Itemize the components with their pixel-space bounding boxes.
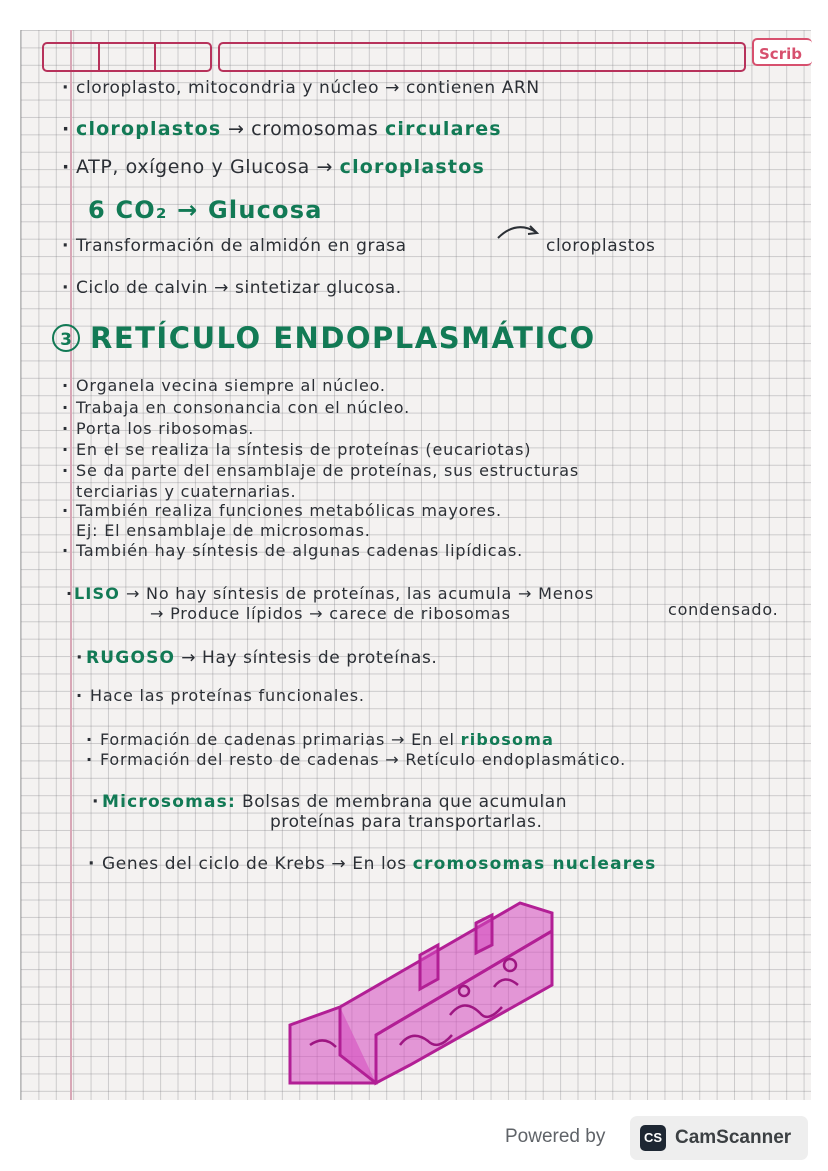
continuation-line: terciarias y cuaternarias. <box>76 482 297 501</box>
microsomas-line: · Microsomas: Bolsas de membrana que acumulan <box>92 792 568 812</box>
microsomas-line-2: proteínas para transportarlas. <box>270 812 543 832</box>
cloroplastos-note: cloroplastos <box>546 236 656 256</box>
bullet-line: · Formación del resto de cadenas → Retículo endoplasmático. <box>86 750 626 769</box>
title-box <box>218 42 746 72</box>
bullet-line: · Transformación de almidón en grasa <box>62 236 407 256</box>
example-line: Ej: El ensamblaje de microsomas. <box>76 521 371 540</box>
bullet-line: · Organela vecina siempre al núcleo. <box>62 376 386 395</box>
bullet-line: · Trabaja en consonancia con el núcleo. <box>62 398 410 417</box>
bullet-line: · Hace las proteínas funcionales. <box>76 686 365 705</box>
bullet-line: · También realiza funciones metabólicas mayores. <box>62 501 502 520</box>
section-title: RETÍCULO ENDOPLASMÁTICO <box>90 321 596 355</box>
camscanner-name: CamScanner <box>675 1127 792 1148</box>
liso-line-2b: condensado. <box>668 600 779 619</box>
rugoso-line: · RUGOSO → Hay síntesis de proteínas. <box>76 648 438 668</box>
section-heading <box>52 318 596 358</box>
section-number: 3 <box>52 324 80 352</box>
margin-line <box>70 30 72 1100</box>
bullet-line: · cloroplastos → cromosomas circulares <box>62 118 502 140</box>
er-sketch-illustration <box>280 895 590 1090</box>
formula-line: 6 CO₂ → Glucosa <box>88 196 323 224</box>
notebook-brand: Scrib <box>752 38 812 66</box>
curved-arrow-icon <box>494 220 544 242</box>
powered-by-label: Powered by <box>505 1126 606 1147</box>
bullet-line: · En el se realiza la síntesis de proteínas (eucariotas) <box>62 440 532 459</box>
camscanner-logo-icon: CS <box>640 1125 666 1151</box>
bullet-line: · ATP, oxígeno y Glucosa → cloroplastos <box>62 156 485 178</box>
bullet-line: · cloroplasto, mitocondria y núcleo → contienen ARN <box>62 78 540 98</box>
bullet-line: · Porta los ribosomas. <box>62 419 255 438</box>
bullet-line: · También hay síntesis de algunas cadenas lipídicas. <box>62 541 524 560</box>
bullet-line: · Genes del ciclo de Krebs → En los cromosomas nucleares <box>88 854 657 874</box>
bullet-line: · Se da parte del ensamblaje de proteínas, sus estructuras <box>62 461 579 480</box>
camscanner-badge[interactable] <box>630 1116 808 1160</box>
liso-line-2: → Produce lípidos → carece de ribosomas <box>150 604 511 623</box>
date-box <box>42 42 212 72</box>
liso-line: ·LISO → No hay síntesis de proteínas, las acumula → Menos <box>66 584 594 603</box>
bullet-line: · Ciclo de calvin → sintetizar glucosa. <box>62 278 402 298</box>
bullet-line: · Formación de cadenas primarias → En el ribosoma <box>86 730 555 749</box>
